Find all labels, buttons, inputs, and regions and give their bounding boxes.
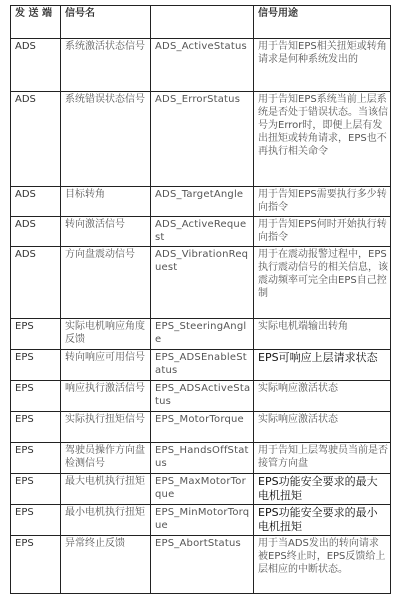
cell-signal-name: 实际电机响应角度反馈: [61, 319, 151, 350]
table-row: [11, 474, 391, 505]
cell-signal-name: 转向响应可用信号: [61, 350, 151, 381]
cell-signal: EPS_SteeringAngle: [151, 319, 254, 350]
cell-sender: EPS: [11, 505, 61, 536]
cell-signal-name: 系统激活状态信号: [61, 39, 151, 92]
table-header-row: [11, 6, 391, 39]
cell-signal: EPS_ADSActiveStatus: [151, 381, 254, 412]
cell-signal: EPS_AbortStatus: [151, 536, 254, 594]
cell-signal: ADS_ActiveStatus: [151, 39, 254, 92]
cell-signal-name: 最大电机执行扭矩: [61, 474, 151, 505]
cell-purpose: 用于告知EPS何时开始执行转向指令: [254, 217, 391, 247]
cell-signal-name: 最小电机执行扭矩: [61, 505, 151, 536]
cell-purpose: 用于告知EPS需要执行多少转向指令: [254, 187, 391, 217]
cell-signal: ADS_ActiveRequest: [151, 217, 254, 247]
cell-purpose: 实际响应激活状态: [254, 381, 391, 412]
cell-purpose: 用于告知EPS系统当前上层系统是否处于错误状态。当该信号为Error时，即便上层有发出扭矩或转角请求，EPS也不再执行相关命令: [254, 92, 391, 187]
cell-signal: EPS_MotorTorque: [151, 412, 254, 443]
cell-purpose: EPS可响应上层请求状态: [254, 350, 391, 381]
cell-purpose: 用于在震动报警过程中，EPS执行震动信号的相关信息，该震动频率可完全由EPS自己控制: [254, 247, 391, 319]
table-row: [11, 505, 391, 536]
table-row: [11, 39, 391, 92]
cell-signal: EPS_MinMotorTorque: [151, 505, 254, 536]
header-signal-name: 信号名: [61, 6, 151, 39]
table-row: [11, 350, 391, 381]
cell-purpose: EPS功能安全要求的最小电机扭矩: [254, 505, 391, 536]
table-row: [11, 92, 391, 187]
cell-sender: EPS: [11, 319, 61, 350]
cell-sender: ADS: [11, 92, 61, 187]
cell-signal: ADS_ErrorStatus: [151, 92, 254, 187]
table-row: [11, 217, 391, 247]
cell-sender: EPS: [11, 443, 61, 474]
cell-purpose: 用于告知EPS相关扭矩或转角请求是何种系统发出的: [254, 39, 391, 92]
cell-sender: ADS: [11, 217, 61, 247]
cell-purpose: 用于当ADS发出的转向请求被EPS终止时，EPS反馈给上层相应的中断状态。: [254, 536, 391, 594]
cell-sender: EPS: [11, 536, 61, 594]
header-sender: 发 送 端: [11, 6, 61, 39]
signal-table-document: [10, 5, 390, 594]
cell-sender: EPS: [11, 381, 61, 412]
table-row: [11, 412, 391, 443]
table-row: [11, 247, 391, 319]
cell-signal: EPS_HandsOffStatus: [151, 443, 254, 474]
table-row: [11, 381, 391, 412]
cell-signal-name: 响应执行激活信号: [61, 381, 151, 412]
cell-sender: ADS: [11, 187, 61, 217]
cell-signal: EPS_MaxMotorTorque: [151, 474, 254, 505]
cell-sender: EPS: [11, 474, 61, 505]
cell-signal-name: 实际执行扭矩信号: [61, 412, 151, 443]
cell-signal-name: 异常终止反馈: [61, 536, 151, 594]
table-row: [11, 443, 391, 474]
table-row: [11, 536, 391, 594]
cell-sender: EPS: [11, 412, 61, 443]
cell-purpose: 实际电机端输出转角: [254, 319, 391, 350]
cell-purpose: 用于告知上层驾驶员当前是否接管方向盘: [254, 443, 391, 474]
cell-signal-name: 方向盘震动信号: [61, 247, 151, 319]
cell-signal-name: 系统错误状态信号: [61, 92, 151, 187]
cell-sender: ADS: [11, 39, 61, 92]
cell-signal: ADS_TargetAngle: [151, 187, 254, 217]
table-row: [11, 319, 391, 350]
cell-signal: ADS_VibrationRequest: [151, 247, 254, 319]
cell-signal-name: 目标转角: [61, 187, 151, 217]
cell-signal: EPS_ADSEnableStatus: [151, 350, 254, 381]
header-signal: [151, 6, 254, 39]
cell-sender: ADS: [11, 247, 61, 319]
table-row: [11, 187, 391, 217]
cell-signal-name: 转向激活信号: [61, 217, 151, 247]
cell-purpose: 实际响应激活状态: [254, 412, 391, 443]
header-purpose: 信号用途: [254, 6, 391, 39]
cell-purpose: EPS功能安全要求的最大电机扭矩: [254, 474, 391, 505]
signal-table: [10, 5, 391, 594]
cell-sender: EPS: [11, 350, 61, 381]
cell-signal-name: 驾驶员操作方向盘检测信号: [61, 443, 151, 474]
